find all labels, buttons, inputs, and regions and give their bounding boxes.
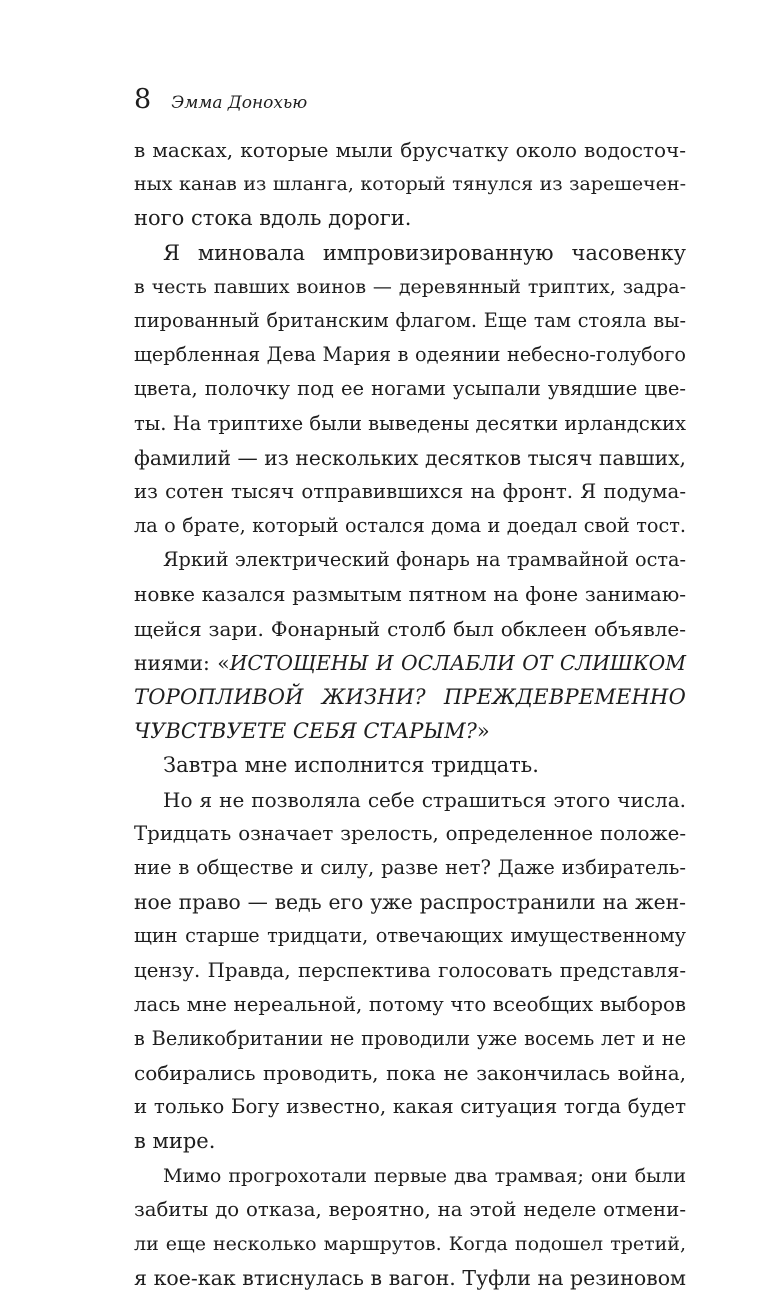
page-header (134, 86, 307, 113)
text-line: фамилий — из нескольких десятков тысяч павших, (134, 445, 686, 470)
text-line: я кое-как втиснулась в вагон. Туфли на резиновом (134, 1266, 686, 1291)
text-line: в масках, которые мыли брусчатку около водосточ- (134, 138, 686, 162)
text-line: ты. На триптихе были выведены десятки ирландских (134, 411, 686, 435)
text-line: ного стока вдоль дороги. (134, 206, 412, 231)
text-line: Завтра мне исполнится тридцать. (163, 753, 539, 778)
page-number: 8 (134, 84, 152, 115)
text-line: щербленная Дева Мария в одеянии небесно-голубого (134, 343, 686, 367)
text-fragment: ниями: « (134, 650, 230, 675)
text-line: Тридцать означает зрелость, определенное положе- (134, 821, 686, 845)
text-line: Я миновала импровизированную часовенку (163, 240, 686, 265)
advert-text: ТОРОПЛИВОЙ ЖИЗНИ? ПРЕЖДЕВРЕМЕННО (134, 685, 686, 709)
text-line: пированный британским флагом. Еще там стояла вы- (134, 308, 686, 332)
advert-text: ЧУВСТВУЕТЕ СЕБЯ СТАРЫМ? (134, 719, 477, 744)
text-line-mixed (134, 646, 686, 680)
text-line: ла о брате, который остался дома и доедал свой тост. (134, 514, 686, 538)
text-line: ние в обществе и силу, разве нет? Даже избиратель- (134, 855, 686, 879)
text-line: забиты до отказа, вероятно, на этой неделе отмени- (134, 1197, 686, 1221)
text-line: из сотен тысяч отправившихся на фронт. Я подума- (134, 479, 686, 503)
body-text (134, 133, 686, 1295)
text-line: цензу. Правда, перспектива голосовать представля- (134, 958, 686, 982)
text-line-mixed (134, 714, 686, 748)
running-title: Эмма Донохью (171, 93, 308, 113)
advert-text: ИСТОЩЕНЫ И ОСЛАБЛИ ОТ СЛИШКОМ (229, 650, 686, 675)
text-line: и только Богу известно, какая ситуация тогда будет (134, 1095, 686, 1119)
text-line: щин старше тридцати, отвечающих имущественному (134, 924, 686, 948)
text-line: собирались проводить, пока не закончилась война, (134, 1061, 686, 1086)
text-line: Яркий электрический фонарь на трамвайной оста- (163, 548, 686, 572)
text-line: в мире. (134, 1129, 216, 1154)
text-line: ли еще несколько маршрутов. Когда подошел третий, (134, 1233, 686, 1255)
text-fragment: » (476, 719, 490, 744)
text-line: ное право — ведь его уже распространили на жен- (134, 890, 686, 915)
text-line: в Великобритании не проводили уже восемь лет и не (134, 1026, 686, 1050)
text-line: в честь павших воинов — деревянный триптих, задра- (134, 275, 686, 298)
text-line: новке казался размытым пятном на фоне занимаю- (134, 582, 686, 607)
text-line: лась мне нереальной, потому что всеобщих выборов (134, 992, 686, 1016)
text-line: Но я не позволяла себе страшиться этого числа. (163, 787, 686, 812)
text-line: ных канав из шланга, который тянулся из зарешечен- (134, 173, 686, 196)
text-line: цвета, полочку под ее ногами усыпали увядшие цве- (134, 377, 686, 401)
text-line: щейся зари. Фонарный столб был обклеен объявле- (134, 616, 686, 641)
text-line: Мимо прогрохотали первые два трамвая; они были (163, 1164, 686, 1187)
